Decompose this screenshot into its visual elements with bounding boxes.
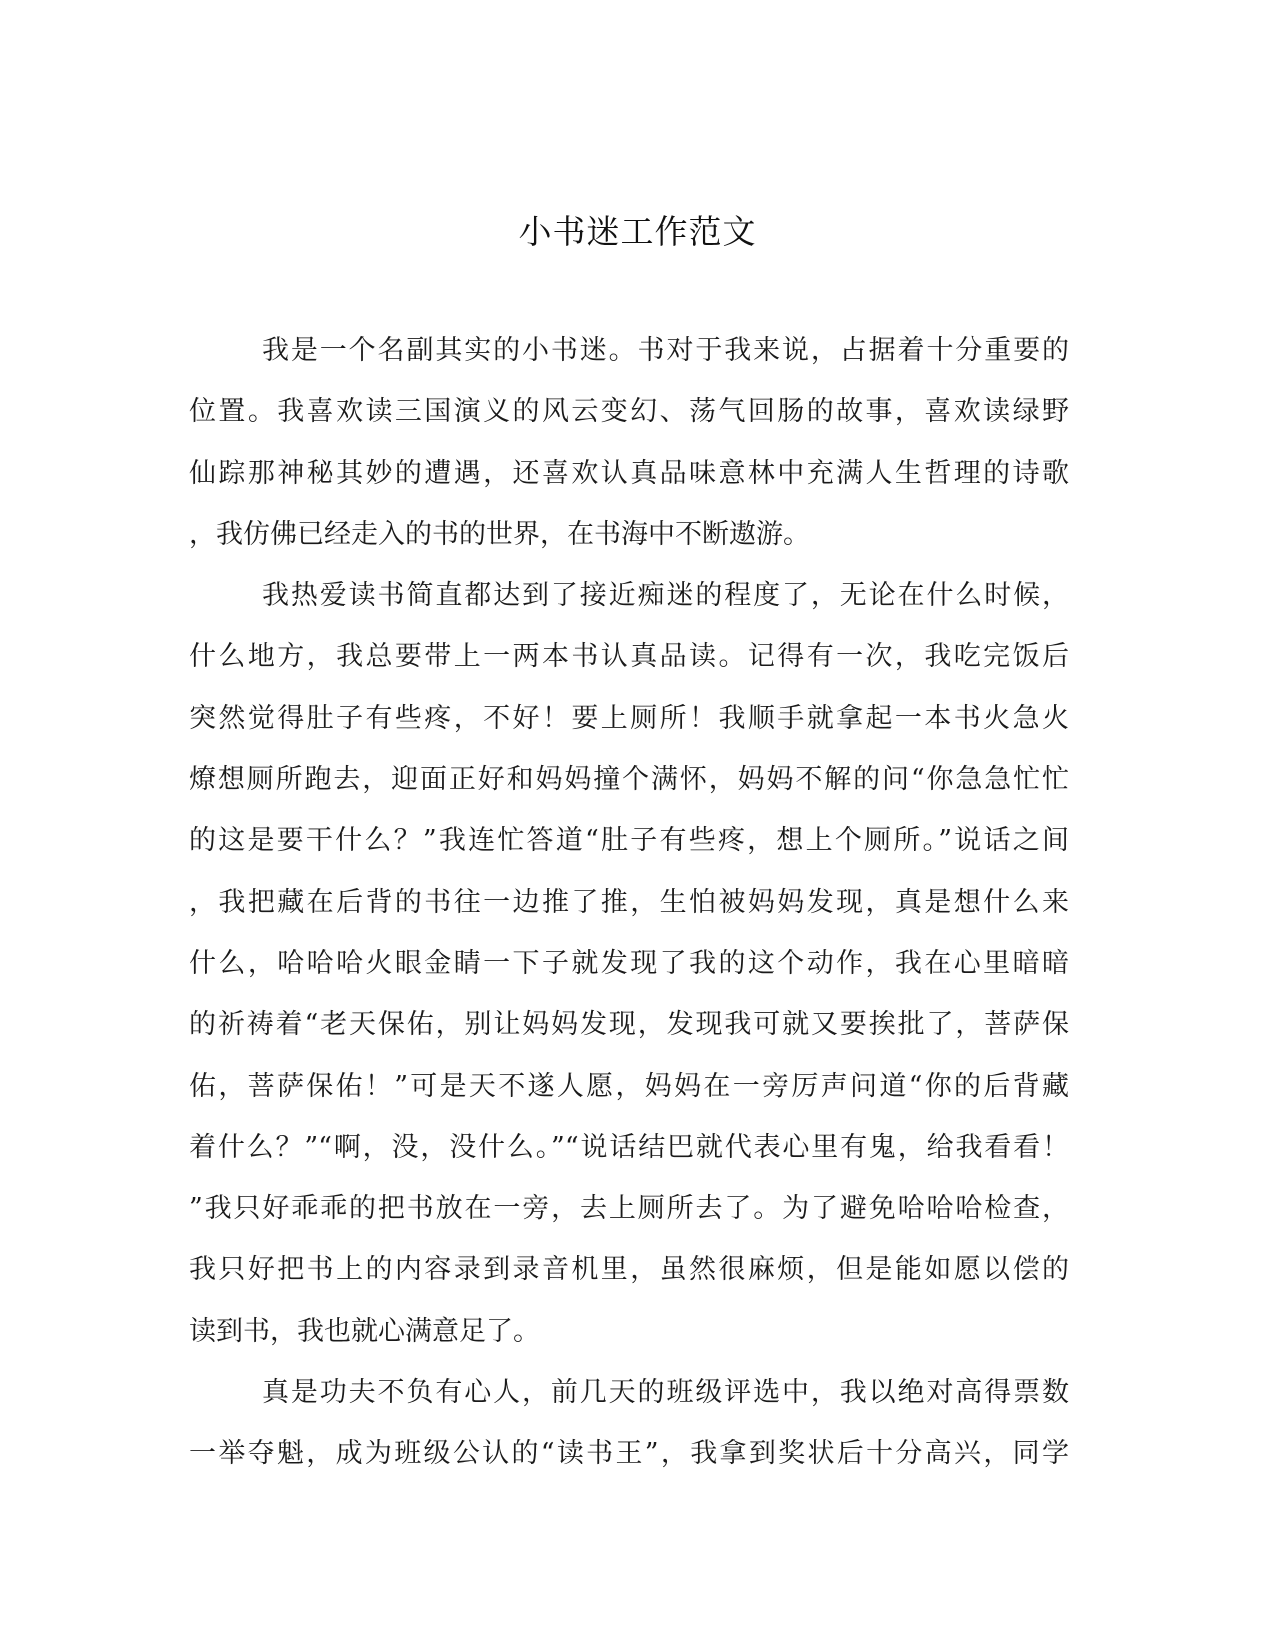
paragraph xyxy=(189,320,1069,565)
text-line: 一举夺魁，成为班级公认的“读书王”，我拿到奖状后十分高兴，同学 xyxy=(189,1438,1069,1470)
text-line: ”我只好乖乖的把书放在一旁，去上厕所去了。为了避免哈哈哈检查， xyxy=(189,1193,1069,1225)
text-line: ，我仿佛已经走入的书的世界，在书海中不断遨游。 xyxy=(189,518,810,550)
text-line: 突然觉得肚子有些疼，不好！要上厕所！我顺手就拿起一本书火急火 xyxy=(189,702,1069,734)
text-line: 我是一个名副其实的小书迷。书对于我来说，占据着十分重要的 xyxy=(262,335,1069,366)
text-line: 佑，菩萨保佑！”可是天不遂人愿，妈妈在一旁厉声问道“你的后背藏 xyxy=(189,1070,1069,1102)
text-line: 我热爱读书简直都达到了接近痴迷的程度了，无论在什么时候， xyxy=(262,580,1069,612)
document-body xyxy=(189,320,1069,1485)
text-line: 燎想厕所跑去，迎面正好和妈妈撞个满怀，妈妈不解的问“你急急忙忙 xyxy=(189,764,1069,796)
text-line: 的祈祷着“老天保佑，别让妈妈发现，发现我可就又要挨批了，菩萨保 xyxy=(189,1009,1069,1041)
text-line: ，我把藏在后背的书往一边推了推，生怕被妈妈发现，真是想什么来 xyxy=(189,886,1069,918)
text-line: 的这是要干什么？”我连忙答道“肚子有些疼，想上个厕所。”说话之间 xyxy=(189,825,1069,857)
text-line: 什么地方，我总要带上一两本书认真品读。记得有一次，我吃完饭后 xyxy=(189,641,1069,673)
text-line: 真是功夫不负有心人，前几天的班级评选中，我以绝对高得票数 xyxy=(262,1377,1069,1409)
text-line: 我只好把书上的内容录到录音机里，虽然很麻烦，但是能如愿以偿的 xyxy=(189,1254,1069,1286)
text-line: 读到书，我也就心满意足了。 xyxy=(189,1315,540,1347)
paragraph xyxy=(189,565,1069,1362)
paragraph xyxy=(189,1362,1069,1485)
text-line: 着什么？”“啊，没，没什么。”“说话结巴就代表心里有鬼，给我看看！ xyxy=(189,1131,1069,1163)
text-line: 什么，哈哈哈火眼金睛一下子就发现了我的这个动作，我在心里暗暗 xyxy=(189,947,1069,979)
text-line: 位置。我喜欢读三国演义的风云变幻、荡气回肠的故事，喜欢读绿野 xyxy=(189,396,1069,428)
document-title: 小书迷工作范文 xyxy=(518,212,757,251)
text-line: 仙踪那神秘其妙的遭遇，还喜欢认真品味意林中充满人生哲理的诗歌 xyxy=(189,457,1069,489)
